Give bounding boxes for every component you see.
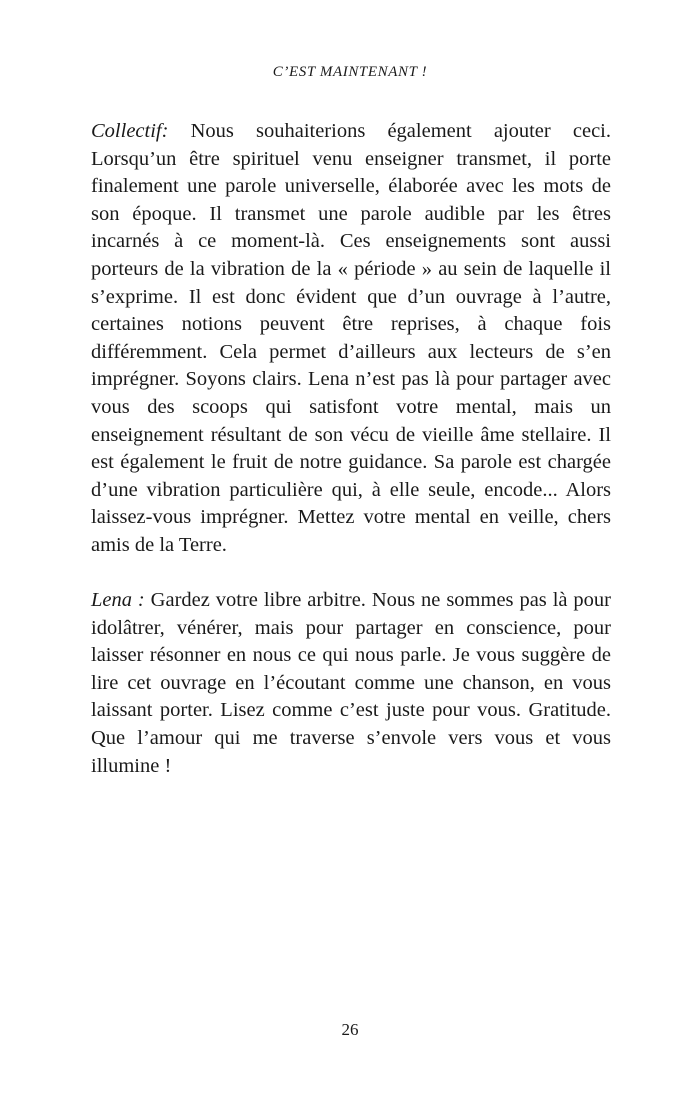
paragraph-text: Nous souhaiterions également ajouter ceci. Lorsqu’un être spirituel venu enseigner transmet, il porte finalement une parole universelle, élaborée avec les mots de son époque. Il transmet une parole audible par les êtres incarnés à ce moment-là. Ces enseignements sont aussi porteurs de la vibration de la « période » au sein de laquelle il s’exprime. Il est donc évident que d’un ouvrage à l’autre, certaines notions peuvent être reprises, à chaque fois différemment. Cela permet d’ailleurs aux lecteurs de s’en imprégner. Soyons clairs. Lena n’est pas là pour partager avec vous des scoops qui satisfont votre mental, mais un enseignement résultant de son vécu de vieille âme stellaire. Il est également le fruit de notre guidance. Sa parole est chargée d’une vibration particulière qui, à elle seule, encode... Alors laissez-vous imprégner. Mettez votre mental en veille, chers amis de la Terre. (91, 120, 611, 556)
paragraph-collectif (91, 118, 611, 560)
page-number: 26 (341, 1020, 359, 1039)
paragraph-lena (91, 587, 611, 780)
speaker-label: Collectif: (91, 120, 169, 142)
running-head: C’EST MAINTENANT ! (272, 64, 428, 80)
body-text (91, 118, 611, 808)
paragraph-text: Gardez votre libre arbitre. Nous ne sommes pas là pour idolâtrer, vénérer, mais pour partager en conscience, pour laisser résonner en nous ce qui nous parle. Je vous suggère de lire cet ouvrage en l’écoutant comme une chanson, en vous laissant porter. Lisez comme c’est juste pour vous. Gratitude. Que l’amour qui me traverse s’envole vers vous et vous illumine ! (91, 589, 611, 777)
speaker-label: Lena : (91, 589, 145, 612)
